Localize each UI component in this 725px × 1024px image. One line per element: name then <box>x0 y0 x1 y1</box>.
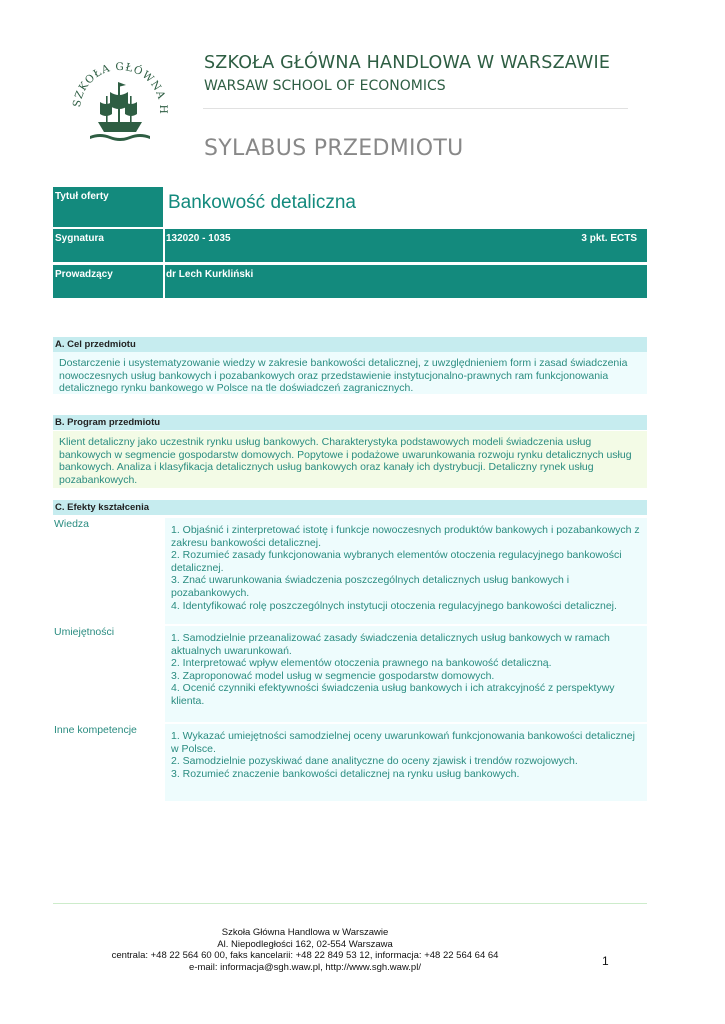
outcome-item: 1. Objaśnić i zinterpretować istotę i funkcje nowoczesnych produktów bankowych i pozabankowych z zakresu bankowości detalicznej. <box>171 524 640 549</box>
signature-value-cell <box>165 229 647 262</box>
learning-outcomes-table <box>53 516 647 801</box>
lecturer-row <box>53 265 647 298</box>
outcome-item: 2. Rozumieć zasady funkcjonowania wybranych elementów otoczenia regulacyjnego bankowości detalicznej. <box>171 549 622 574</box>
school-name-polish: SZKOŁA GŁÓWNA HANDLOWA W WARSZAWIE <box>204 53 611 73</box>
footer-line-contact: e-mail: informacja@sgh.waw.pl, http://www.sgh.waw.pl/ <box>189 961 421 973</box>
footer-line-address: Al. Niepodległości 162, 02-554 Warszawa <box>217 938 393 950</box>
outcome-item: 3. Rozumieć znaczenie bankowości detalicznej na rynku usług bankowych. <box>171 767 520 780</box>
outcome-item: 3. Znać uwarunkowania świadczenia poszczególnych detalicznych usług bankowych i pozabankowych. <box>171 574 570 599</box>
signature-code: 132020 - 1035 <box>166 233 231 244</box>
lecturer-value-cell <box>165 265 647 298</box>
section-c-heading <box>53 500 647 515</box>
section-a-text: Dostarczenie i usystematyzowanie wiedzy w zakresie bankowości detalicznej, z uwzględnieniem form i zasad świadczenia nowoczesnych usług bankowych i pozabankowych oraz przedstawienie instytucjonalno-prawnych ram funkcjonowania detalicznego rynku bankowego w Polsce na tle doświadczeń zagranicznych. <box>59 357 628 395</box>
outcome-cell-skills <box>165 626 647 722</box>
outcome-label-text: Umiejętności <box>54 626 115 638</box>
section-b-body <box>53 431 647 488</box>
offer-title-label-cell <box>53 187 163 227</box>
signature-row <box>53 229 647 262</box>
outcome-item: 2. Samodzielnie pozyskiwać dane analityczne do oceny zjawisk i trendów rozwojowych. <box>171 755 578 768</box>
offer-title-row <box>53 187 647 227</box>
ects-points: 3 pkt. ECTS <box>581 233 637 244</box>
offer-title-value-cell <box>165 187 647 227</box>
page-number: 1 <box>602 954 609 968</box>
outcome-item: 1. Samodzielnie przeanalizować zasady świadczenia detalicznych usług bankowych w ramach aktualnych uwarunkowań. <box>171 632 610 657</box>
outcome-item: 4. Ocenić czynniki efektywności świadczenia usług bankowych i ich atrakcyjność z perspektywy klienta. <box>171 682 615 707</box>
offer-title: Bankowość detaliczna <box>168 192 356 213</box>
footer-divider <box>53 903 647 904</box>
school-name-english: WARSAW SCHOOL OF ECONOMICS <box>204 78 446 94</box>
outcome-label-text: Wiedza <box>54 518 90 530</box>
logo-lettering: SZKOŁA GŁÓWNA H <box>70 60 170 115</box>
offer-title-label: Tytuł oferty <box>55 191 109 202</box>
document-title: SYLABUS PRZEDMIOTU <box>204 136 464 161</box>
lecturer-name: dr Lech Kurkliński <box>166 269 254 280</box>
footer-line-name: Szkoła Główna Handlowa w Warszawie <box>221 927 389 938</box>
section-a-heading <box>53 337 647 352</box>
outcome-item: 4. Identyfikować rolę poszczególnych instytucji otoczenia regulacyjnego bankowości detalicznej. <box>171 599 617 612</box>
lecturer-label-cell <box>53 265 163 298</box>
signature-label-cell <box>53 229 163 262</box>
outcome-item: 3. Zaproponować model usług w segmencie gospodarstw domowych. <box>171 669 495 682</box>
outcome-label-text: Inne kompetencje <box>54 724 137 736</box>
section-b-heading <box>53 415 647 430</box>
section-c-heading-text: C. Efekty kształcenia <box>55 502 149 513</box>
outcome-item: 2. Interpretować wpływ elementów otoczenia prawnego na bankowość detaliczną. <box>171 657 552 670</box>
outcome-cell-other <box>165 724 647 801</box>
section-a-body <box>53 352 647 394</box>
outcome-cell-knowledge <box>165 518 647 624</box>
header-divider <box>203 108 628 109</box>
footer-address <box>90 927 520 973</box>
footer-line-phones: centrala: +48 22 564 60 00, faks kancelarii: +48 22 849 53 12, informacja: +48 22 564 64 64 <box>111 950 499 962</box>
lecturer-label: Prowadzący <box>55 269 113 280</box>
school-logo <box>68 52 172 162</box>
section-a-heading-text: A. Cel przedmiotu <box>55 339 136 350</box>
section-b-heading-text: B. Program przedmiotu <box>55 417 161 428</box>
signature-label: Sygnatura <box>55 233 104 244</box>
outcome-item: 1. Wykazać umiejętności samodzielnej oceny uwarunkowań funkcjonowania bankowości detalicznej w Polsce. <box>171 730 635 755</box>
section-b-text: Klient detaliczny jako uczestnik rynku usług bankowych. Charakterystyka podstawowych modeli świadczenia usług bankowych w segmencie gospodarstw domowych. Popytowe i podażowe uwarunkowania rozwoju rynku detalicznych usług bankowych. Analiza i klasyfikacja detalicznych usług bankowych oraz kanały ich dystrybucji. Detaliczny rynek usług pozabankowych. <box>59 436 632 486</box>
